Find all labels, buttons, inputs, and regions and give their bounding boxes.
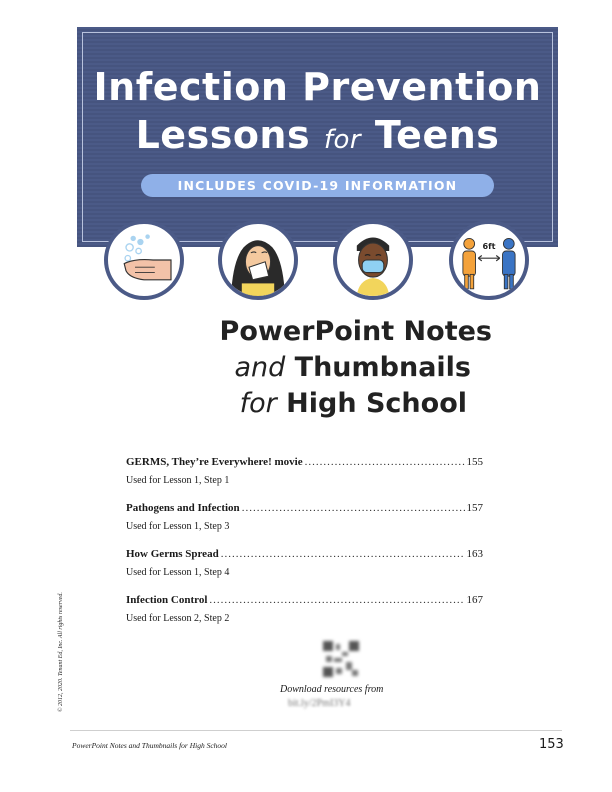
covid-info-pill: INCLUDES COVID-19 INFORMATION (141, 174, 494, 197)
face-mask-icon (333, 220, 413, 300)
toc-entry[interactable] (126, 501, 483, 547)
heading-line3 (240, 388, 467, 419)
toc-entry[interactable] (126, 547, 483, 593)
toc-title: Pathogens and Infection (126, 502, 240, 514)
toc-entry[interactable] (126, 455, 483, 501)
toc-title: Infection Control (126, 594, 208, 606)
download-label: Download resources from (280, 684, 384, 695)
title-banner (77, 27, 558, 247)
page-number: 153 (539, 737, 564, 752)
heading-line2 (234, 352, 471, 383)
toc-leader-dots (221, 547, 465, 561)
toc-page-number: 167 (466, 594, 483, 606)
table-of-contents (126, 455, 483, 639)
title-word-lessons: Lessons (135, 113, 311, 157)
distance-label: 6ft (482, 241, 496, 252)
social-distance-icon (449, 220, 529, 300)
toc-page-number: 155 (466, 456, 483, 468)
download-link[interactable]: bit.ly/2PmI3Y4 (288, 698, 351, 709)
toc-subtitle: Used for Lesson 1, Step 3 (126, 521, 230, 532)
banner-title-line2 (77, 113, 558, 157)
toc-leader-dots (305, 455, 465, 469)
toc-page-number: 163 (466, 548, 483, 560)
heading-high-school: High School (286, 388, 467, 419)
toc-page-number: 157 (466, 502, 483, 514)
heading-and: and (234, 352, 286, 383)
heading-for: for (239, 388, 277, 419)
toc-subtitle: Used for Lesson 1, Step 4 (126, 567, 230, 578)
hand-washing-icon (104, 220, 184, 300)
toc-leader-dots (242, 501, 465, 515)
toc-title: GERMS, They’re Everywhere! movie (126, 456, 303, 468)
toc-subtitle: Used for Lesson 1, Step 1 (126, 475, 230, 486)
qr-code[interactable] (322, 640, 360, 678)
heading-thumbnails: Thumbnails (294, 352, 471, 383)
toc-entry[interactable] (126, 593, 483, 639)
copyright-notice: © 2012, 2020. Tenant Ed, Inc. All rights reserved. (58, 592, 64, 712)
banner-title-line1: Infection Prevention (93, 65, 542, 109)
title-word-for: for (323, 125, 362, 155)
heading-line1: PowerPoint Notes (219, 316, 492, 347)
footer-divider (70, 730, 562, 731)
toc-title: How Germs Spread (126, 548, 219, 560)
footer-title: PowerPoint Notes and Thumbnails for High School (72, 741, 228, 750)
title-word-teens: Teens (374, 113, 500, 157)
sneeze-into-tissue-icon (218, 220, 298, 300)
toc-subtitle: Used for Lesson 2, Step 2 (126, 613, 230, 624)
toc-leader-dots (209, 593, 464, 607)
